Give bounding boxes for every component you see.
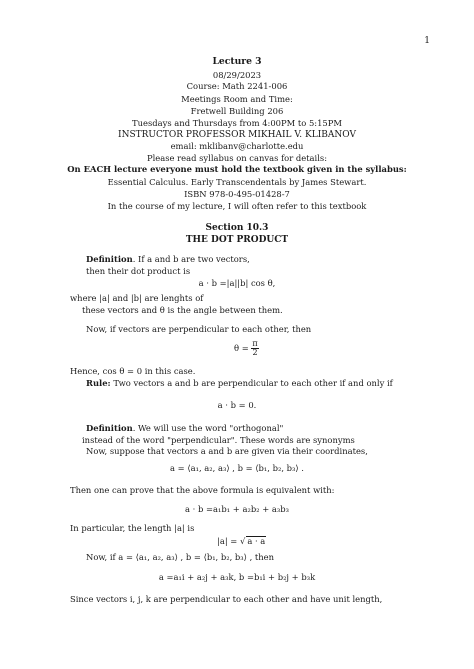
frac-numerator: π <box>252 339 258 348</box>
textbook-title: Essential Calculus. Early Transcendentals by James Stewart. <box>107 177 367 187</box>
hence-line: Hence, cos θ = 0 in this case. <box>70 366 196 376</box>
length-radicand: a · a <box>247 536 266 546</box>
isbn-line: ISBN 978-0-495-01428-7 <box>184 189 290 199</box>
equivalent-line: Then one can prove that the above formula is equivalent with: <box>70 485 335 495</box>
frac-denominator: 2 <box>252 348 258 357</box>
room-line: Fretwell Building 206 <box>190 106 284 116</box>
length-equation: |a| = √ a · a <box>217 536 266 546</box>
dot-product-equation: a · b =|a||b| cos θ, <box>198 278 276 288</box>
email-line: email: mklibanv@charlotte.edu <box>170 141 304 151</box>
definition-1-cont: then their dot product is <box>86 266 191 276</box>
definition-1-label: Definition <box>86 254 133 264</box>
section-number: Section 10.3 <box>205 223 269 233</box>
zero-equation: a · b = 0. <box>217 400 257 410</box>
definition-2-text: . We will use the word "orthogonal" <box>132 423 284 433</box>
course-line: Course: Math 2241-006 <box>186 81 288 91</box>
page-number: 1 <box>424 36 430 46</box>
refer-note: In the course of my lecture, I will often refer to this textbook <box>107 201 367 211</box>
length-line: In particular, the length |a| is <box>70 523 195 533</box>
meetings-label: Meetings Room and Time: <box>181 94 293 104</box>
definition-1-text: . If a and b are two vectors, <box>132 254 250 264</box>
definition-2-label: Definition <box>86 423 133 433</box>
lecture-title: Lecture 3 <box>212 56 262 67</box>
lecture-date: 08/29/2023 <box>212 70 262 80</box>
coordinate-formula: a · b =a₁b₁ + a₂b₂ + a₃b₃ <box>185 504 289 514</box>
since-line: Since vectors i, j, k are perpendicular to each other and have unit length, <box>70 594 383 604</box>
rule-line <box>86 379 393 389</box>
section-title: THE DOT PRODUCT <box>185 235 289 245</box>
length-lhs: |a| = <box>217 536 238 546</box>
rule-label: Rule: <box>86 378 111 388</box>
suppose-line: Now, suppose that vectors a and b are given via their coordinates, <box>86 446 368 456</box>
theta-equation <box>234 340 259 357</box>
syllabus-note: Please read syllabus on canvas for details: <box>146 153 328 163</box>
instead-line: instead of the word "perpendicular". These words are synonyms <box>82 435 355 445</box>
textbook-notice: On EACH lecture everyone must hold the textbook given in the syllabus: <box>67 164 407 174</box>
definition-2 <box>86 424 283 434</box>
perpendicular-line: Now, if vectors are perpendicular to each other, then <box>86 324 312 334</box>
coordinates-equation: a = ⟨a₁, a₂, a₃⟩ , b = ⟨b₁, b₂, b₃⟩ . <box>170 463 304 473</box>
theta-lhs: θ = <box>234 343 249 353</box>
ijk-equation: a =a₁i + a₂j + a₃k, b =b₁i + b₂j + b₃k <box>158 572 316 582</box>
schedule-line: Tuesdays and Thursdays from 4:00PM to 5:15PM <box>132 118 342 128</box>
these-line: these vectors and θ is the angle between them. <box>82 305 283 315</box>
definition-1 <box>86 255 250 265</box>
now-if-line: Now, if a = ⟨a₁, a₂, a₃⟩ , b = ⟨b₁, b₂, b₃⟩ , then <box>86 552 275 562</box>
instructor-line: INSTRUCTOR PROFESSOR MIKHAIL V. KLIBANOV <box>118 130 356 140</box>
where-line: where |a| and |b| are lenghts of <box>70 293 204 303</box>
rule-text: Two vectors a and b are perpendicular to each other if and only if <box>110 378 393 388</box>
pi-over-two <box>251 340 258 357</box>
